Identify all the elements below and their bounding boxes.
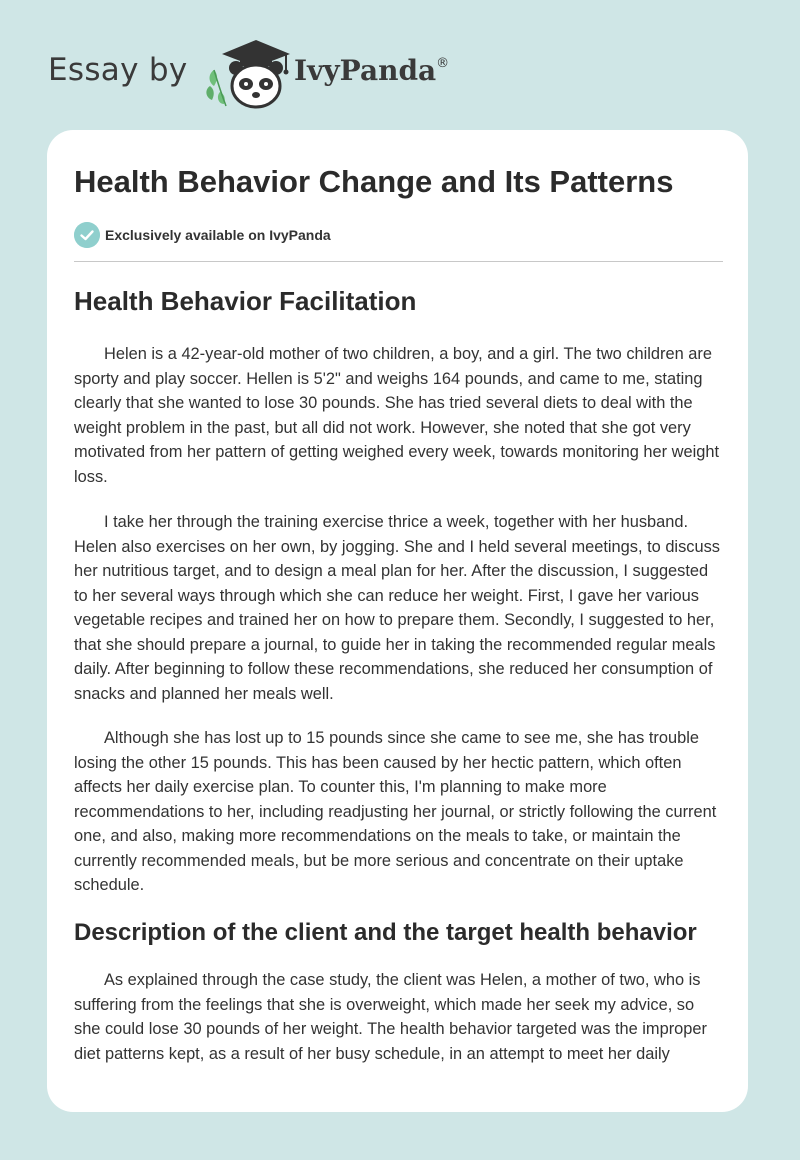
paragraph: I take her through the training exercise thrice a week, together with her husband. Helen also exercises on her own, by jogging. She and I held several meetings, to discuss her nutritious target, and to design a meal plan for her. After the discussion, I suggested to her several ways through which she can reduce her weight. First, I gave her various vegetable recipes and trained her on how to prepare them. Secondly, I suggested to her, that she should prepare a journal, to guide her in taking the recommended regular meals daily. After beginning to follow these recommendations, she reduced her consumption of snacks and planned her meals well. (74, 513, 720, 703)
divider (74, 261, 723, 262)
essay-card (47, 130, 748, 1112)
essay-by-label: Essay by (48, 52, 188, 88)
brand-text: IvyPanda (294, 54, 437, 87)
section-heading-description: Description of the client and the target health behavior (74, 919, 697, 946)
page-title: Health Behavior Change and Its Patterns (74, 164, 674, 199)
check-circle-icon (74, 222, 100, 248)
paragraph: Helen is a 42-year-old mother of two children, a boy, and a girl. The two children are sporty and play soccer. Hellen is 5'2" and weighs 164 pounds, and came to me, stating clearly that she wanted to lose 30 pounds. She has tried several diets to deal with the weight problem in the past, but all did not work. However, she noted that she got very motivated from her pattern of getting weighed every week, towards monitoring her weight loss. (74, 345, 720, 486)
exclusive-label: Exclusively available on IvyPanda (105, 227, 331, 243)
paragraph: Although she has lost up to 15 pounds since she came to see me, she has trouble losing the other 15 pounds. This has been caused by her hectic pattern, which often affects her daily exercise plan. To counter this, I'm planning to make more recommendations to her, including readjusting her journal, or strictly following the current one, and also, making more recommendations on the meals to take, or maintain the currently recommended meals, but be more serious and concentrate on their uptake schedule. (74, 729, 717, 894)
registered-mark: ® (436, 56, 450, 71)
exclusive-badge (74, 222, 474, 248)
section-heading-facilitation: Health Behavior Facilitation (74, 286, 417, 316)
ivypanda-logo-icon[interactable] (200, 34, 296, 110)
paragraph: As explained through the case study, the client was Helen, a mother of two, who is suffering from the feelings that she is overweight, which made her seek my advice, so she could lose 30 pounds of her weight. The health behavior targeted was the improper diet patterns kept, as a result of her busy schedule, in an attempt to meet her daily (74, 971, 707, 1063)
brand-name[interactable] (294, 54, 449, 87)
site-header (48, 30, 748, 110)
